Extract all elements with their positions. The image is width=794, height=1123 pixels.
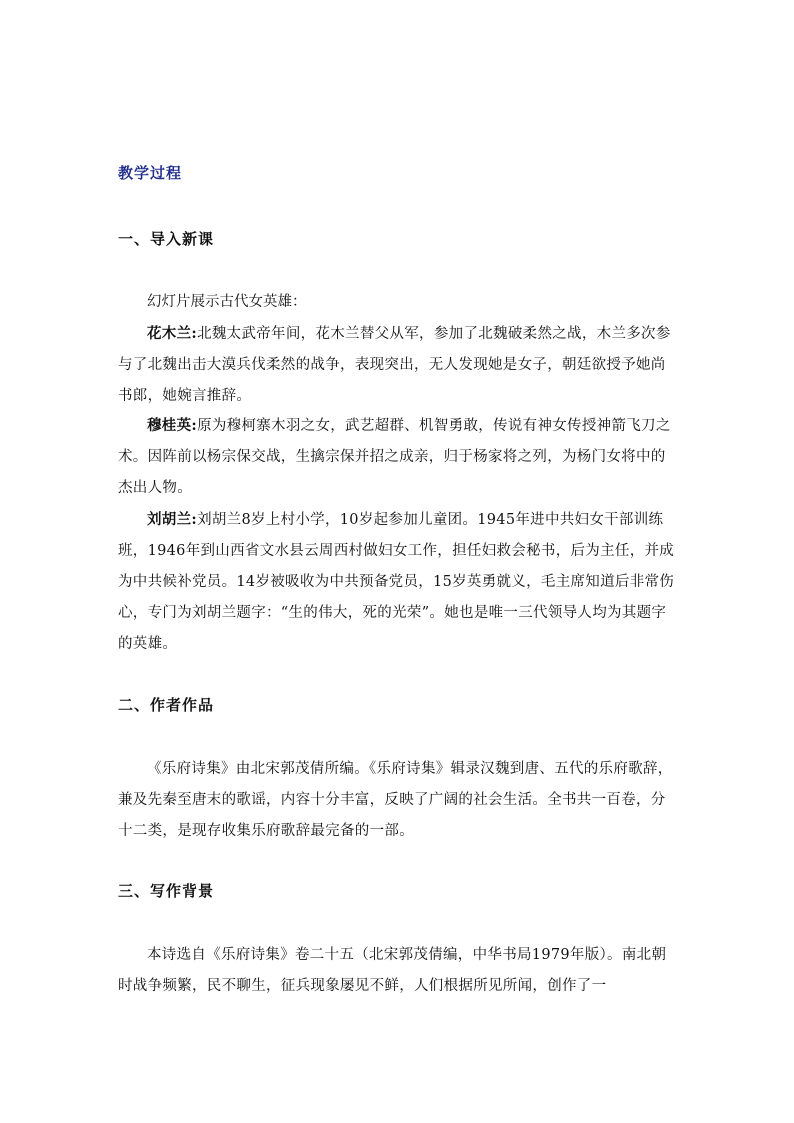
mu-guiying-text: 原为穆柯寨木羽之女，武艺超群、机智勇敢，传说有神女传授神箭飞刀之术。因阵前以杨宗保交战，生擒宗保并招之成亲，归于杨家将之列，为杨门女将中的杰出人物。 bbox=[118, 418, 671, 496]
section-heading-background: 三、写作背景 bbox=[118, 882, 215, 900]
hua-mulan-paragraph bbox=[118, 318, 678, 412]
mu-guiying-name: 穆桂英: bbox=[147, 417, 198, 434]
mu-guiying-paragraph bbox=[118, 410, 678, 504]
liu-hulan-paragraph bbox=[118, 504, 678, 660]
intro-paragraph: 幻灯片展示古代女英雄： bbox=[147, 294, 307, 310]
section-heading-author: 二、作者作品 bbox=[118, 696, 215, 714]
hua-mulan-text: 北魏太武帝年间，花木兰替父从军，参加了北魏破柔然之战，木兰多次参与了北魏出击大漠兵伐柔然的战争，表现突出，无人发现她是女子，朝廷欲授予她尚书郎，她婉言推辞。 bbox=[118, 326, 671, 404]
hua-mulan-name: 花木兰: bbox=[147, 325, 198, 342]
background-paragraph: 本诗选自《乐府诗集》卷二十五（北宋郭茂倩编，中华书局1979年版）。南北朝时战争频繁，民不聊生，征兵现象屡见不鲜，人们根据所见所闻，创作了一 bbox=[118, 947, 667, 994]
liu-hulan-name: 刘胡兰: bbox=[147, 511, 198, 528]
section-heading-intro: 一、导入新课 bbox=[118, 230, 215, 248]
liu-hulan-text: 刘胡兰8岁上村小学，10岁起参加儿童团。1945年进中共妇女干部训练班，1946年到山西省文水县云周西村做妇女工作，担任妇救会秘书，后为主任，并成为中共候补党员。14岁被吸收为中共预备党员，15岁英勇就义，毛主席知道后非常伤心，专门为刘胡兰题字：“生的伟大，死的光荣”。她也是唯一三代领导人均为其题字的英雄。 bbox=[118, 512, 675, 652]
teaching-process-title: 教学过程 bbox=[118, 164, 183, 182]
author-works-paragraph: 《乐府诗集》由北宋郭茂倩所编。《乐府诗集》辑录汉魏到唐、五代的乐府歌辞，兼及先秦至唐末的歌谣，内容十分丰富，反映了广阔的社会生活。全书共一百卷，分十二类，是现存收集乐府歌辞最完备的一部。 bbox=[118, 761, 673, 839]
